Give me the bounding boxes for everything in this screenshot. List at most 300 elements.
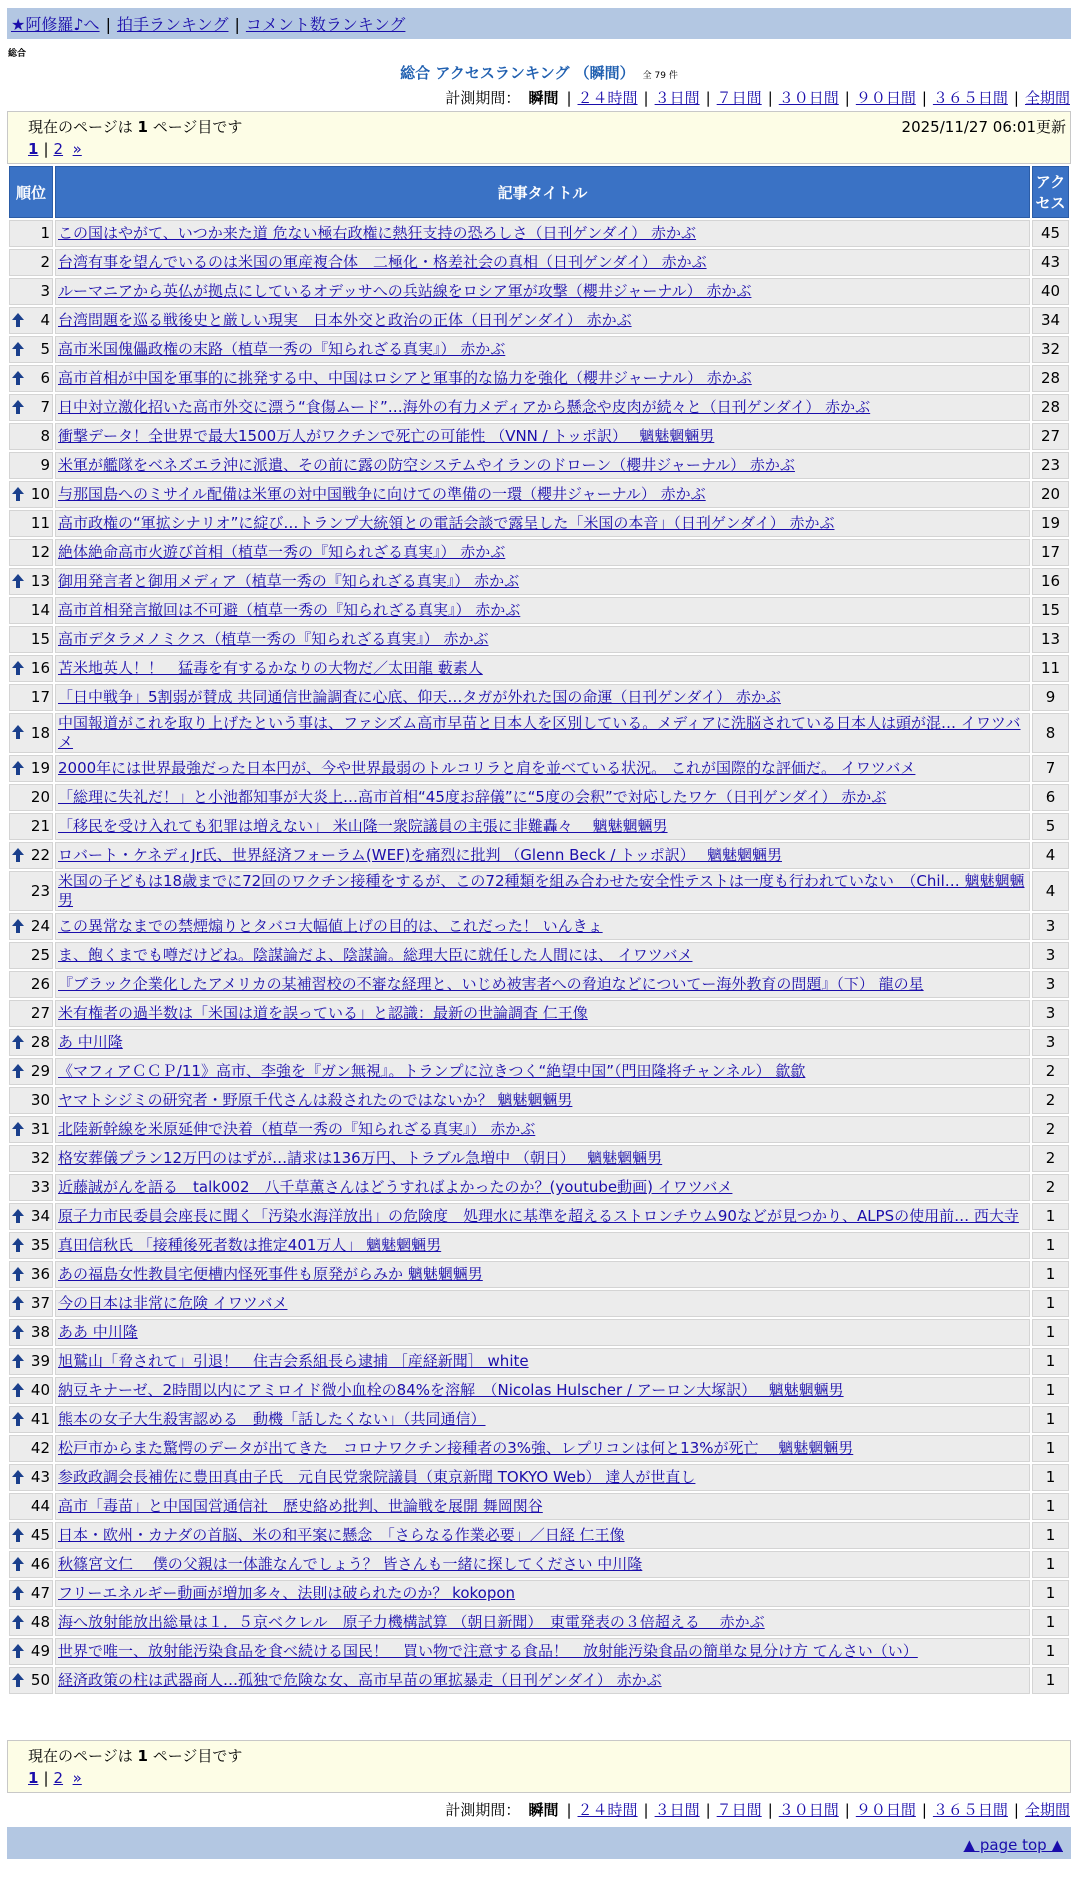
table-row xyxy=(9,684,1069,711)
page-info-prefix: 現在のページは xyxy=(28,118,133,136)
article-link[interactable]: あの福島女性教員宅便槽内怪死事件も原発がらみか 魑魅魍魎男 xyxy=(58,1265,483,1283)
title-cell xyxy=(55,655,1030,682)
applause-ranking-link[interactable]: 拍手ランキング xyxy=(116,15,229,34)
rank-cell xyxy=(9,1232,53,1259)
rank-number: 16 xyxy=(30,659,50,677)
title-cell xyxy=(55,684,1030,711)
article-link[interactable]: 絶体絶命高市火遊び首相（植草一秀の『知られざる真実』） 赤かぶ xyxy=(58,543,506,561)
title-cell xyxy=(55,1435,1030,1462)
rank-up-icon xyxy=(11,1469,25,1485)
access-header: アクセス xyxy=(1032,166,1069,218)
period-90d-link[interactable]: ９０日間 xyxy=(855,1801,916,1819)
article-link[interactable]: フリーエネルギー動画が増加多々、法則は破られたのか？ kokopon xyxy=(58,1584,516,1602)
rank-up-icon xyxy=(11,660,25,676)
pager-page-2[interactable]: 2 xyxy=(53,1769,64,1787)
table-row xyxy=(9,1000,1069,1027)
article-link[interactable]: 台湾有事を望んでいるのは米国の軍産複合体 二極化・格差社会の真相（日刊ゲンダイ） 赤かぶ xyxy=(58,253,707,271)
table-row xyxy=(9,452,1069,479)
access-count: 1 xyxy=(1032,1580,1069,1607)
rank-cell xyxy=(9,1609,53,1636)
rank-up-icon xyxy=(11,1643,25,1659)
rank-number: 1 xyxy=(40,224,50,242)
period-30d-link[interactable]: ３０日間 xyxy=(778,1801,839,1819)
access-count: 45 xyxy=(1032,220,1069,247)
table-row xyxy=(9,713,1069,753)
table-row xyxy=(9,1580,1069,1607)
article-link[interactable]: 世界で唯一、放射能汚染食品を食べ続ける国民！ 買い物で注意する食品！ 放射能汚染食品の簡単な見分け方 てんさい（い） xyxy=(58,1642,918,1660)
table-row xyxy=(9,220,1069,247)
table-row xyxy=(9,1058,1069,1085)
title-cell xyxy=(55,1145,1030,1172)
home-link[interactable]: ★阿修羅♪へ xyxy=(11,15,100,34)
period-24h-link[interactable]: ２４時間 xyxy=(577,89,638,107)
rank-number: 11 xyxy=(30,514,50,532)
period-separator: | xyxy=(643,89,649,107)
rank-cell xyxy=(9,307,53,334)
table-row xyxy=(9,307,1069,334)
title-cell xyxy=(55,1464,1030,1491)
article-link[interactable]: 経済政策の柱は武器商人…孤独で危険な女、高市早苗の軍拡暴走（日刊ゲンダイ） 赤かぶ xyxy=(58,1671,662,1689)
title-cell xyxy=(55,336,1030,363)
title-cell xyxy=(55,1174,1030,1201)
access-count: 11 xyxy=(1032,655,1069,682)
rank-cell xyxy=(9,452,53,479)
title-cell xyxy=(55,249,1030,276)
article-link[interactable]: 高市デタラメノミクス（植草一秀の『知られざる真実』） 赤かぶ xyxy=(58,630,489,648)
article-link[interactable]: 米有権者の過半数は「米国は道を誤っている」と認識：最新の世論調査 仁王像 xyxy=(58,1004,588,1022)
access-count: 13 xyxy=(1032,626,1069,653)
nav-separator: | xyxy=(105,15,111,34)
ranking-header-row xyxy=(9,166,1069,218)
access-count: 1 xyxy=(1032,1609,1069,1636)
article-link[interactable]: ま、飽くまでも噂だけどね。陰謀論だよ、陰謀論。総理大臣に就任した人間には、 イワツバメ xyxy=(58,946,693,964)
pager-current[interactable]: 1 xyxy=(28,140,39,158)
access-count: 43 xyxy=(1032,249,1069,276)
rank-cell xyxy=(9,510,53,537)
table-row xyxy=(9,626,1069,653)
rank-up-icon xyxy=(11,847,25,863)
rank-up-icon xyxy=(11,1556,25,1572)
table-row xyxy=(9,1145,1069,1172)
table-row xyxy=(9,1551,1069,1578)
article-link[interactable]: 今の日本は非常に危険 イワツバメ xyxy=(58,1294,288,1312)
pager-bottom xyxy=(28,1769,82,1787)
access-count: 3 xyxy=(1032,942,1069,969)
page-info-panel-bottom xyxy=(7,1740,1071,1793)
table-row xyxy=(9,249,1069,276)
rank-cell xyxy=(9,1638,53,1665)
table-row xyxy=(9,336,1069,363)
title-cell xyxy=(55,1580,1030,1607)
article-link[interactable]: 海へ放射能放出総量は１．５京ベクレル 原子力機構試算 （朝日新聞） 東電発表の３倍超える 赤かぶ xyxy=(58,1613,765,1631)
rank-number: 35 xyxy=(30,1236,50,1254)
period-3d-link[interactable]: ３日間 xyxy=(654,1801,700,1819)
rank-cell xyxy=(9,913,53,940)
article-link[interactable]: 高市「毒苗」と中国国営通信社 歴史絡め批判、世論戦を展開 舞岡関谷 xyxy=(58,1497,543,1515)
article-link[interactable]: 近藤誠がんを語る talk002 八千草薫さんはどうすればよかったのか？(youtube動画) イワツバメ xyxy=(58,1178,733,1196)
article-link[interactable]: 松戸市からまた驚愕のデータが出てきた コロナワクチン接種者の3%強、レプリコンは何と13%が死亡 魑魅魍魎男 xyxy=(58,1439,854,1457)
rank-cell xyxy=(9,1029,53,1056)
rank-cell xyxy=(9,684,53,711)
pager-page-2[interactable]: 2 xyxy=(53,140,64,158)
access-count: 20 xyxy=(1032,481,1069,508)
rank-number: 5 xyxy=(40,340,50,358)
rank-cell xyxy=(9,1464,53,1491)
table-row xyxy=(9,1493,1069,1520)
table-row xyxy=(9,871,1069,911)
rank-cell xyxy=(9,1000,53,1027)
rank-up-icon xyxy=(11,341,25,357)
title-cell xyxy=(55,1377,1030,1404)
rank-up-icon xyxy=(11,370,25,386)
updated-timestamp: 2025/11/27 06:01更新 xyxy=(901,118,1066,136)
rank-cell xyxy=(9,1290,53,1317)
rank-up-icon xyxy=(11,1295,25,1311)
title-cell xyxy=(55,842,1030,869)
period-separator: | xyxy=(705,89,711,107)
article-link[interactable]: 「総理に失礼だ！」と小池都知事が大炎上…高市首相“45度お辞儀”に“5度の会釈”で対応したワケ（日刊ゲンダイ） 赤かぶ xyxy=(58,788,887,806)
rank-number: 20 xyxy=(30,788,50,806)
article-link[interactable]: この国はやがて、いつか来た道 危ない極右政権に熱狂支持の恐ろしさ（日刊ゲンダイ） 赤かぶ xyxy=(58,224,697,242)
rank-cell xyxy=(9,626,53,653)
rank-number: 23 xyxy=(30,881,50,900)
rank-number: 39 xyxy=(30,1352,50,1370)
rank-number: 9 xyxy=(40,456,50,474)
table-row xyxy=(9,423,1069,450)
title-cell xyxy=(55,971,1030,998)
table-row xyxy=(9,784,1069,811)
total-count: 全 79 件 xyxy=(642,71,678,81)
table-row xyxy=(9,1319,1069,1346)
title-cell xyxy=(55,1029,1030,1056)
table-row xyxy=(9,481,1069,508)
section-label: 総合 xyxy=(8,49,27,59)
rank-number: 19 xyxy=(30,759,50,777)
title-cell xyxy=(55,1261,1030,1288)
rank-number: 6 xyxy=(40,369,50,387)
article-link[interactable]: 『ブラック企業化したアメリカの某補習校の不審な経理と、いじめ被害者への脅迫などについてー海外教育の問題』（下） 龍の星 xyxy=(58,975,924,993)
access-count: 1 xyxy=(1032,1667,1069,1694)
rank-cell xyxy=(9,394,53,421)
period-365d-link[interactable]: ３６５日間 xyxy=(932,1801,1008,1819)
rank-cell xyxy=(9,1551,53,1578)
period-7d-link[interactable]: ７日間 xyxy=(716,1801,762,1819)
rank-number: 44 xyxy=(30,1497,50,1515)
title-cell xyxy=(55,1493,1030,1520)
nav-separator: | xyxy=(234,15,240,34)
rank-cell xyxy=(9,713,53,753)
article-link[interactable]: 参政政調会長補佐に豊田真由子氏 元自民党衆院議員（東京新聞 TOKYO Web） 達人が世直し xyxy=(58,1468,696,1486)
article-link[interactable]: 北陸新幹線を米原延伸で決着（植草一秀の『知られざる真実』） 赤かぶ xyxy=(58,1120,536,1138)
article-link[interactable]: ルーマニアから英仏が拠点にしているオデッサへの兵站線をロシア軍が攻撃（櫻井ジャーナル） 赤かぶ xyxy=(58,282,752,300)
page-info-panel-top xyxy=(7,111,1071,164)
bottom-bar xyxy=(7,1827,1071,1859)
rank-up-icon xyxy=(11,1063,25,1079)
article-link[interactable]: 原子力市民委員会座長に聞く「汚染水海洋放出」の危険度 処理水に基準を超えるストロンチウム90などが見つかり、ALPSの使用前… 西大寺 xyxy=(58,1207,1019,1225)
article-link[interactable]: 米軍が艦隊をベネズエラ沖に派遣、その前に露の防空システムやイランのドローン（櫻井ジャーナル） 赤かぶ xyxy=(58,456,795,474)
access-count: 2 xyxy=(1032,1145,1069,1172)
access-count: 1 xyxy=(1032,1551,1069,1578)
article-link[interactable]: あ 中川隆 xyxy=(58,1033,123,1051)
table-row xyxy=(9,942,1069,969)
period-90d-link[interactable]: ９０日間 xyxy=(855,89,916,107)
pager-top xyxy=(28,140,82,158)
title-cell xyxy=(55,626,1030,653)
rank-cell xyxy=(9,1087,53,1114)
article-link[interactable]: 2000年には世界最強だった日本円が、今や世界最弱のトルコリラと肩を並べている状況。 これが国際的な評価だ。 イワツバメ xyxy=(58,759,916,777)
article-link[interactable]: 与那国島へのミサイル配備は米軍の対中国戦争に向けての準備の一環（櫻井ジャーナル） 赤かぶ xyxy=(58,485,706,503)
period-7d-link[interactable]: ７日間 xyxy=(716,89,762,107)
access-count: 2 xyxy=(1032,1116,1069,1143)
period-separator: | xyxy=(1013,1801,1019,1819)
period-separator: | xyxy=(844,89,850,107)
rank-cell xyxy=(9,336,53,363)
comment-ranking-link[interactable]: コメント数ランキング xyxy=(245,15,406,34)
rank-number: 30 xyxy=(30,1091,50,1109)
access-count: 3 xyxy=(1032,1029,1069,1056)
title-cell xyxy=(55,755,1030,782)
rank-up-icon xyxy=(11,1208,25,1224)
title-cell xyxy=(55,597,1030,624)
title-cell xyxy=(55,307,1030,334)
rank-up-icon xyxy=(11,1237,25,1253)
rank-number: 43 xyxy=(30,1468,50,1486)
title-cell xyxy=(55,1058,1030,1085)
title-cell xyxy=(55,1000,1030,1027)
access-count: 2 xyxy=(1032,1174,1069,1201)
period-all-link[interactable]: 全期間 xyxy=(1024,1801,1070,1819)
article-link[interactable]: 格安葬儀プラン12万円のはずが…請求は136万円、トラブル急増中 （朝日） 魑魅魍魎男 xyxy=(58,1149,663,1167)
period-separator: | xyxy=(566,89,572,107)
article-link[interactable]: 苫米地英人！！ 猛毒を有するかなりの大物だ／太田龍 藪素人 xyxy=(58,659,483,677)
access-count: 8 xyxy=(1032,713,1069,753)
table-row xyxy=(9,1087,1069,1114)
access-count: 1 xyxy=(1032,1232,1069,1259)
rank-cell xyxy=(9,365,53,392)
access-count: 3 xyxy=(1032,971,1069,998)
rank-cell xyxy=(9,568,53,595)
page-info-number: 1 xyxy=(137,118,148,136)
article-link[interactable]: 衝撃データ！全世界で最大1500万人がワクチンで死亡の可能性 （VNN / トッポ訳） 魑魅魍魎男 xyxy=(58,427,715,445)
ranking-table xyxy=(7,164,1071,1696)
rank-number: 2 xyxy=(40,253,50,271)
article-link[interactable]: 米国の子どもは18歳までに72回のワクチン接種をするが、この72種類を組み合わせた安全性テストは一度も行われていない （Chil… 魑魅魍魎男 xyxy=(58,872,1025,909)
access-count: 4 xyxy=(1032,842,1069,869)
article-link[interactable]: 熊本の女子大生殺害認める 動機「話したくない」（共同通信） xyxy=(58,1410,486,1428)
article-link[interactable]: 真田信秋氏 「接種後死者数は推定401万人」 魑魅魍魎男 xyxy=(58,1236,442,1254)
title-cell xyxy=(55,220,1030,247)
article-link[interactable]: 日中対立激化招いた高市外交に漂う“食傷ムード”…海外の有力メディアから懸念や皮肉が続々と（日刊ゲンダイ） 赤かぶ xyxy=(58,398,871,416)
rank-number: 45 xyxy=(30,1526,50,1544)
table-row xyxy=(9,971,1069,998)
rank-number: 4 xyxy=(40,311,50,329)
rank-cell xyxy=(9,220,53,247)
rank-cell xyxy=(9,1348,53,1375)
rank-cell xyxy=(9,1145,53,1172)
article-link[interactable]: 旭鷲山「脅されて」引退！ 住吉会系組長ら逮捕 ［産経新聞］ white xyxy=(58,1352,529,1370)
rank-cell xyxy=(9,1116,53,1143)
access-count: 16 xyxy=(1032,568,1069,595)
rank-cell xyxy=(9,971,53,998)
period-365d-link[interactable]: ３６５日間 xyxy=(932,89,1008,107)
access-count: 1 xyxy=(1032,1203,1069,1230)
access-count: 28 xyxy=(1032,394,1069,421)
title-cell xyxy=(55,1609,1030,1636)
rank-cell xyxy=(9,423,53,450)
pager-separator: | xyxy=(43,1769,49,1787)
rank-cell xyxy=(9,1580,53,1607)
title-cell xyxy=(55,1087,1030,1114)
pager-next[interactable]: » xyxy=(72,1769,82,1787)
period-separator: | xyxy=(844,1801,850,1819)
access-count: 5 xyxy=(1032,813,1069,840)
access-count: 23 xyxy=(1032,452,1069,479)
title-header: 記事タイトル xyxy=(55,166,1030,218)
article-link[interactable]: 台湾問題を巡る戦後史と厳しい現実 日本外交と政治の正体（日刊ゲンダイ） 赤かぶ xyxy=(58,311,632,329)
rank-number: 10 xyxy=(30,485,50,503)
rank-up-icon xyxy=(11,486,25,502)
page-top-link[interactable]: ▲ page top ▲ xyxy=(963,1836,1063,1854)
title-cell xyxy=(55,1232,1030,1259)
rank-number: 40 xyxy=(30,1381,50,1399)
page-info-suffix: ページ目です xyxy=(152,118,243,136)
rank-up-icon xyxy=(11,1034,25,1050)
access-count: 1 xyxy=(1032,1493,1069,1520)
title-cell xyxy=(55,913,1030,940)
rank-up-icon xyxy=(11,1353,25,1369)
article-link[interactable]: 《マフィアＣＣＰ/11》高市、李強を『ガン無視』。トランプに泣きつく“絶望中国”（門田隆将チャンネル） 歙歙 xyxy=(58,1062,806,1080)
table-row xyxy=(9,842,1069,869)
rank-cell xyxy=(9,278,53,305)
rank-up-icon xyxy=(11,1324,25,1340)
rank-number: 25 xyxy=(30,946,50,964)
title-cell xyxy=(55,1348,1030,1375)
rank-number: 26 xyxy=(30,975,50,993)
period-separator: | xyxy=(643,1801,649,1819)
access-count: 2 xyxy=(1032,1087,1069,1114)
access-count: 9 xyxy=(1032,684,1069,711)
rank-number: 13 xyxy=(30,572,50,590)
pager-next[interactable]: » xyxy=(72,140,82,158)
table-row xyxy=(9,755,1069,782)
table-row xyxy=(9,1406,1069,1433)
period-label: 計測期間： xyxy=(445,89,521,107)
article-link[interactable]: ロバート・ケネディJr氏、世界経済フォーラム(WEF)を痛烈に批判 （Glenn Beck / トッポ訳） 魑魅魍魎男 xyxy=(58,846,782,864)
title-cell xyxy=(55,423,1030,450)
rank-up-icon xyxy=(11,1121,25,1137)
article-link[interactable]: 高市首相が中国を軍事的に挑発する中、中国はロシアと軍事的な協力を強化（櫻井ジャーナル） 赤かぶ xyxy=(58,369,752,387)
period-24h-link[interactable]: ２４時間 xyxy=(577,1801,638,1819)
rank-number: 48 xyxy=(30,1613,50,1631)
article-link[interactable]: 中国報道がこれを取り上げたという事は、ファシズム高市早苗と日本人を区別している。メディアに洗脳されている日本人は頭が混… イワツバメ xyxy=(58,714,1021,751)
article-link[interactable]: 御用発言者と御用メディア（植草一秀の『知られざる真実』） 赤かぶ xyxy=(58,572,520,590)
period-all-link[interactable]: 全期間 xyxy=(1024,89,1070,107)
rank-number: 41 xyxy=(30,1410,50,1428)
rank-cell xyxy=(9,655,53,682)
rank-cell xyxy=(9,481,53,508)
rank-number: 50 xyxy=(30,1671,50,1689)
rank-number: 32 xyxy=(30,1149,50,1167)
pager-current[interactable]: 1 xyxy=(28,1769,39,1787)
table-row xyxy=(9,1435,1069,1462)
rank-up-icon xyxy=(11,1266,25,1282)
article-link[interactable]: 日本・欧州・カナダの首脳、米の和平案に懸念 「さらなる作業必要」／日経 仁王像 xyxy=(58,1526,625,1544)
rank-cell xyxy=(9,813,53,840)
table-row xyxy=(9,1667,1069,1694)
page-title-line xyxy=(0,62,1078,83)
table-row xyxy=(9,1348,1069,1375)
article-link[interactable]: 「日中戦争」5割弱が賛成 共同通信世論調査に心底、仰天…タガが外れた国の命運（日刊ゲンダイ） 赤かぶ xyxy=(58,688,781,706)
period-3d-link[interactable]: ３日間 xyxy=(654,89,700,107)
rank-cell xyxy=(9,249,53,276)
ranking-body xyxy=(9,220,1069,1694)
title-cell xyxy=(55,1406,1030,1433)
page-info-prefix: 現在のページは xyxy=(28,1747,133,1765)
access-count: 1 xyxy=(1032,1319,1069,1346)
table-row xyxy=(9,394,1069,421)
title-cell xyxy=(55,510,1030,537)
article-link[interactable]: この異常なまでの禁煙煽りとタバコ大幅値上げの目的は、これだった！ いんきょ xyxy=(58,917,603,935)
rank-up-icon xyxy=(11,1585,25,1601)
article-link[interactable]: 納豆キナーゼ、2時間以内にアミロイド微小血栓の84%を溶解 （Nicolas Hulscher / アーロン大塚訳） 魑魅魍魎男 xyxy=(58,1381,844,1399)
rank-cell xyxy=(9,1058,53,1085)
article-link[interactable]: ヤマトシジミの研究者・野原千代さんは殺されたのではないか？ 魑魅魍魎男 xyxy=(58,1091,573,1109)
rank-up-icon xyxy=(11,1411,25,1427)
title-cell xyxy=(55,1522,1030,1549)
table-row xyxy=(9,1029,1069,1056)
title-cell xyxy=(55,784,1030,811)
article-link[interactable]: 高市政権の“軍拡シナリオ”に綻び…トランプ大統領との電話会談で露呈した「米国の本音」（日刊ゲンダイ） 赤かぶ xyxy=(58,514,835,532)
page-info-number: 1 xyxy=(137,1747,148,1765)
article-link[interactable]: ああ 中川隆 xyxy=(58,1323,138,1341)
rank-up-icon xyxy=(11,1614,25,1630)
rank-up-icon xyxy=(11,573,25,589)
rank-number: 24 xyxy=(30,917,50,935)
access-count: 1 xyxy=(1032,1522,1069,1549)
rank-cell xyxy=(9,1435,53,1462)
rank-number: 29 xyxy=(30,1062,50,1080)
title-cell xyxy=(55,942,1030,969)
title-cell xyxy=(55,365,1030,392)
access-count: 1 xyxy=(1032,1464,1069,1491)
access-count: 1 xyxy=(1032,1290,1069,1317)
article-link[interactable]: 「移民を受け入れても犯罪は増えない」 米山隆一衆院議員の主張に非難轟々 魑魅魍魎男 xyxy=(58,817,668,835)
access-count: 7 xyxy=(1032,755,1069,782)
table-row xyxy=(9,568,1069,595)
access-count: 28 xyxy=(1032,365,1069,392)
access-count: 19 xyxy=(1032,510,1069,537)
rank-number: 36 xyxy=(30,1265,50,1283)
table-row xyxy=(9,813,1069,840)
title-cell xyxy=(55,481,1030,508)
rank-number: 33 xyxy=(30,1178,50,1196)
article-link[interactable]: 高市米国傀儡政権の末路（植草一秀の『知られざる真実』） 赤かぶ xyxy=(58,340,506,358)
rank-number: 37 xyxy=(30,1294,50,1312)
access-count: 27 xyxy=(1032,423,1069,450)
article-link[interactable]: 高市首相発言撤回は不可避（植草一秀の『知られざる真実』） 赤かぶ xyxy=(58,601,521,619)
period-separator: | xyxy=(705,1801,711,1819)
table-row xyxy=(9,1464,1069,1491)
period-separator: | xyxy=(566,1801,572,1819)
access-count: 4 xyxy=(1032,871,1069,911)
article-link[interactable]: 秋篠宮文仁 僕の父親は一体誰なんでしょう？ 皆さんも一緒に探してください 中川隆 xyxy=(58,1555,643,1573)
period-separator: | xyxy=(767,1801,773,1819)
access-count: 15 xyxy=(1032,597,1069,624)
title-cell xyxy=(55,871,1030,911)
rank-cell xyxy=(9,871,53,911)
title-cell xyxy=(55,1551,1030,1578)
period-30d-link[interactable]: ３０日間 xyxy=(778,89,839,107)
